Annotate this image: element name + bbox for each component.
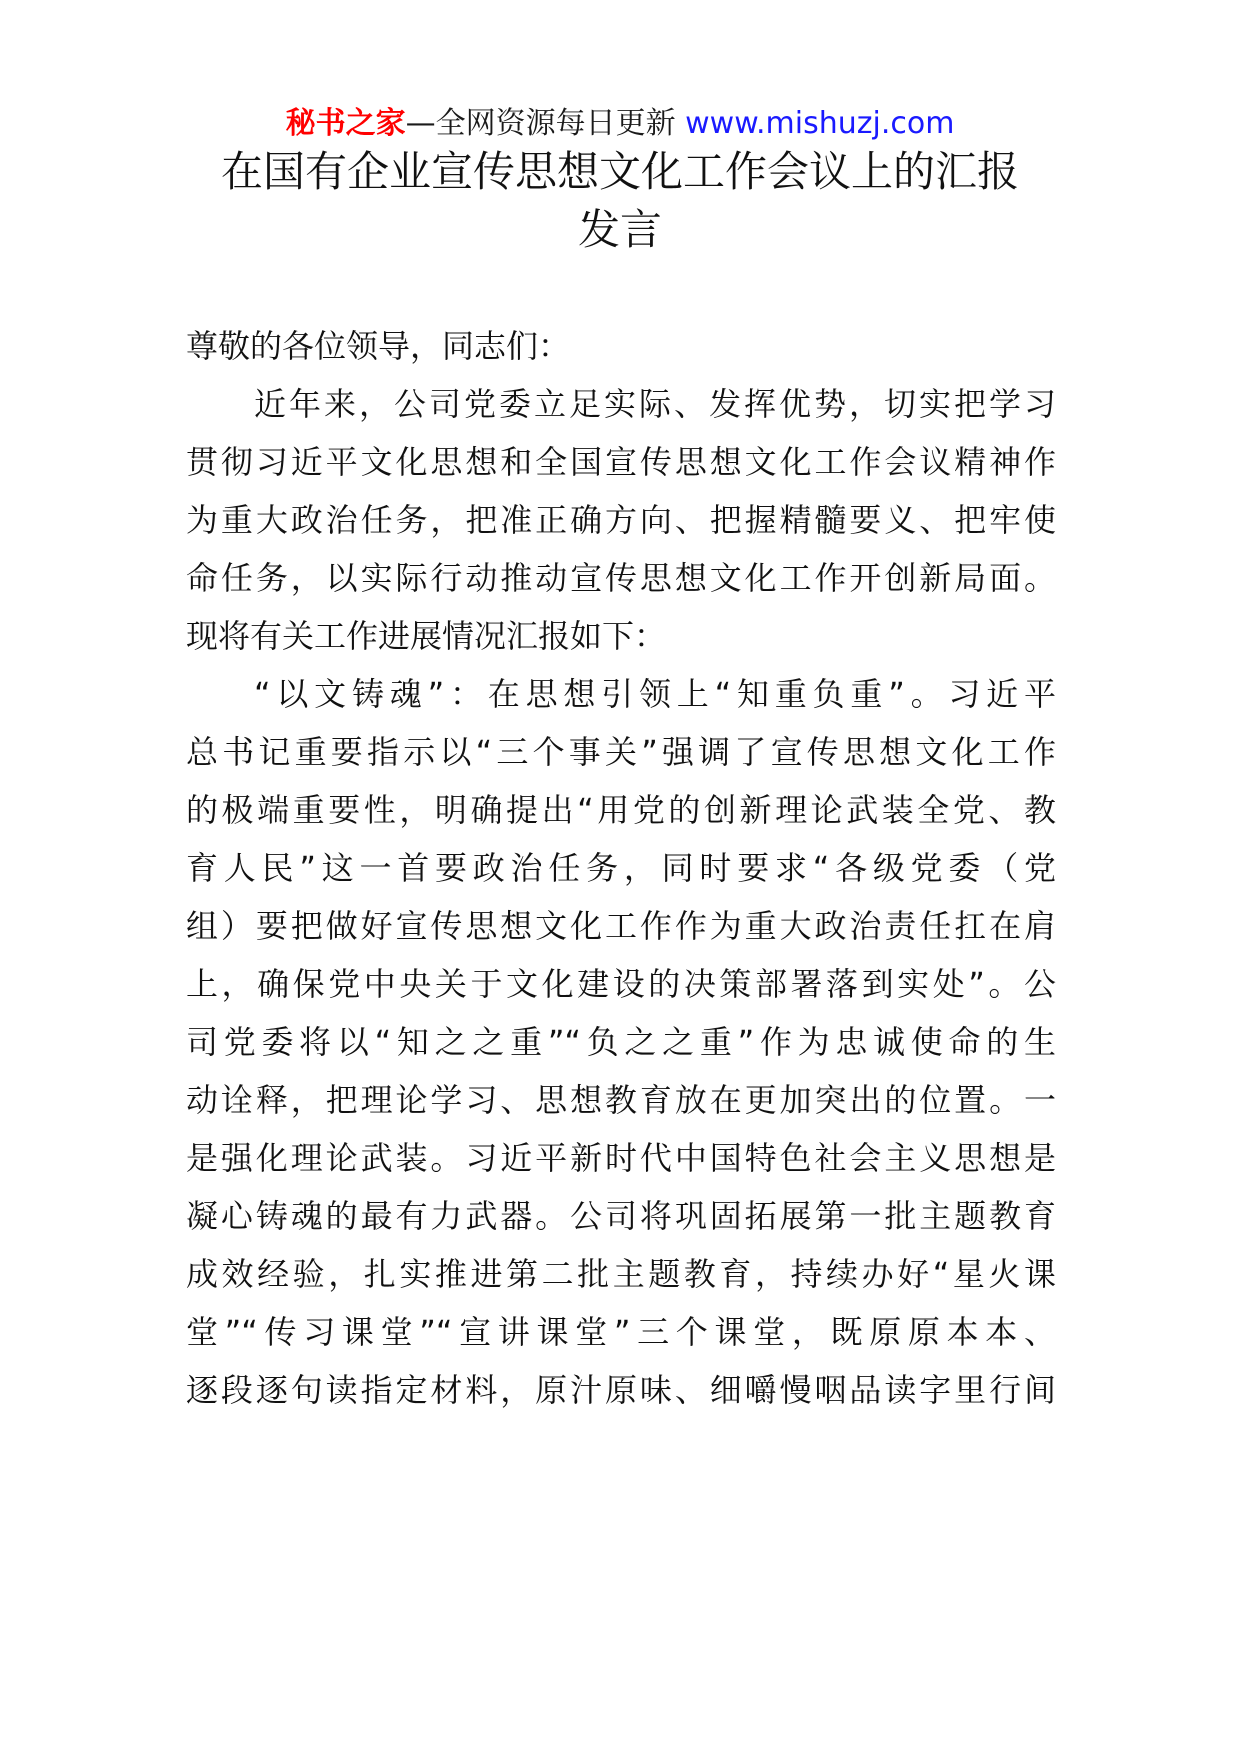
brand-name: 秘书之家 <box>285 106 406 141</box>
body-line: 凝心铸魂的最有力武器。公司将巩固拓展第一批主题教育 <box>186 1197 1056 1235</box>
site-url[interactable]: www.mishuzj.com <box>685 106 955 141</box>
body-line: “以文铸魂”：在思想引领上“知重负重”。习近平 <box>254 675 1056 713</box>
body-line: 司党委将以“知之之重”“负之之重”作为忠诚使命的生 <box>186 1023 1056 1061</box>
body-line: 现将有关工作进展情况汇报如下： <box>186 617 667 655</box>
body-line: 近年来，公司党委立足实际、发挥优势，切实把学习 <box>254 385 1056 423</box>
site-header <box>0 100 1240 148</box>
body-line: 贯彻习近平文化思想和全国宣传思想文化工作会议精神作 <box>186 443 1056 481</box>
header-dash: — <box>405 106 436 141</box>
body-line: 命任务，以实际行动推动宣传思想文化工作开创新局面。 <box>186 559 1056 597</box>
body-line: 是强化理论武装。习近平新时代中国特色社会主义思想是 <box>186 1139 1056 1177</box>
body-line: 为重大政治任务，把准正确方向、把握精髓要义、把牢使 <box>186 501 1056 539</box>
body-line: 动诠释，把理论学习、思想教育放在更加突出的位置。一 <box>186 1081 1056 1119</box>
body-line: 的极端重要性，明确提出“用党的创新理论武装全党、教 <box>186 791 1056 829</box>
header-tagline: 全网资源每日更新 <box>435 106 676 141</box>
body-line: 堂”“传习课堂”“宣讲课堂”三个课堂，既原原本本、 <box>186 1313 1056 1351</box>
body-line: 育人民”这一首要政治任务，同时要求“各级党委（党 <box>186 849 1056 887</box>
salutation: 尊敬的各位领导，同志们： <box>186 327 571 365</box>
body-line: 总书记重要指示以“三个事关”强调了宣传思想文化工作 <box>186 733 1056 771</box>
body-line: 上，确保党中央关于文化建设的决策部署落到实处”。公 <box>186 965 1056 1003</box>
document-title-line-1: 在国有企业宣传思想文化工作会议上的汇报 <box>220 147 1019 196</box>
body-line: 逐段逐句读指定材料，原汁原味、细嚼慢咽品读字里行间 <box>186 1371 1056 1409</box>
document-title-line-2: 发言 <box>577 205 662 254</box>
body-line: 成效经验，扎实推进第二批主题教育，持续办好“星火课 <box>186 1255 1056 1293</box>
body-line: 组）要把做好宣传思想文化工作作为重大政治责任扛在肩 <box>186 907 1056 945</box>
